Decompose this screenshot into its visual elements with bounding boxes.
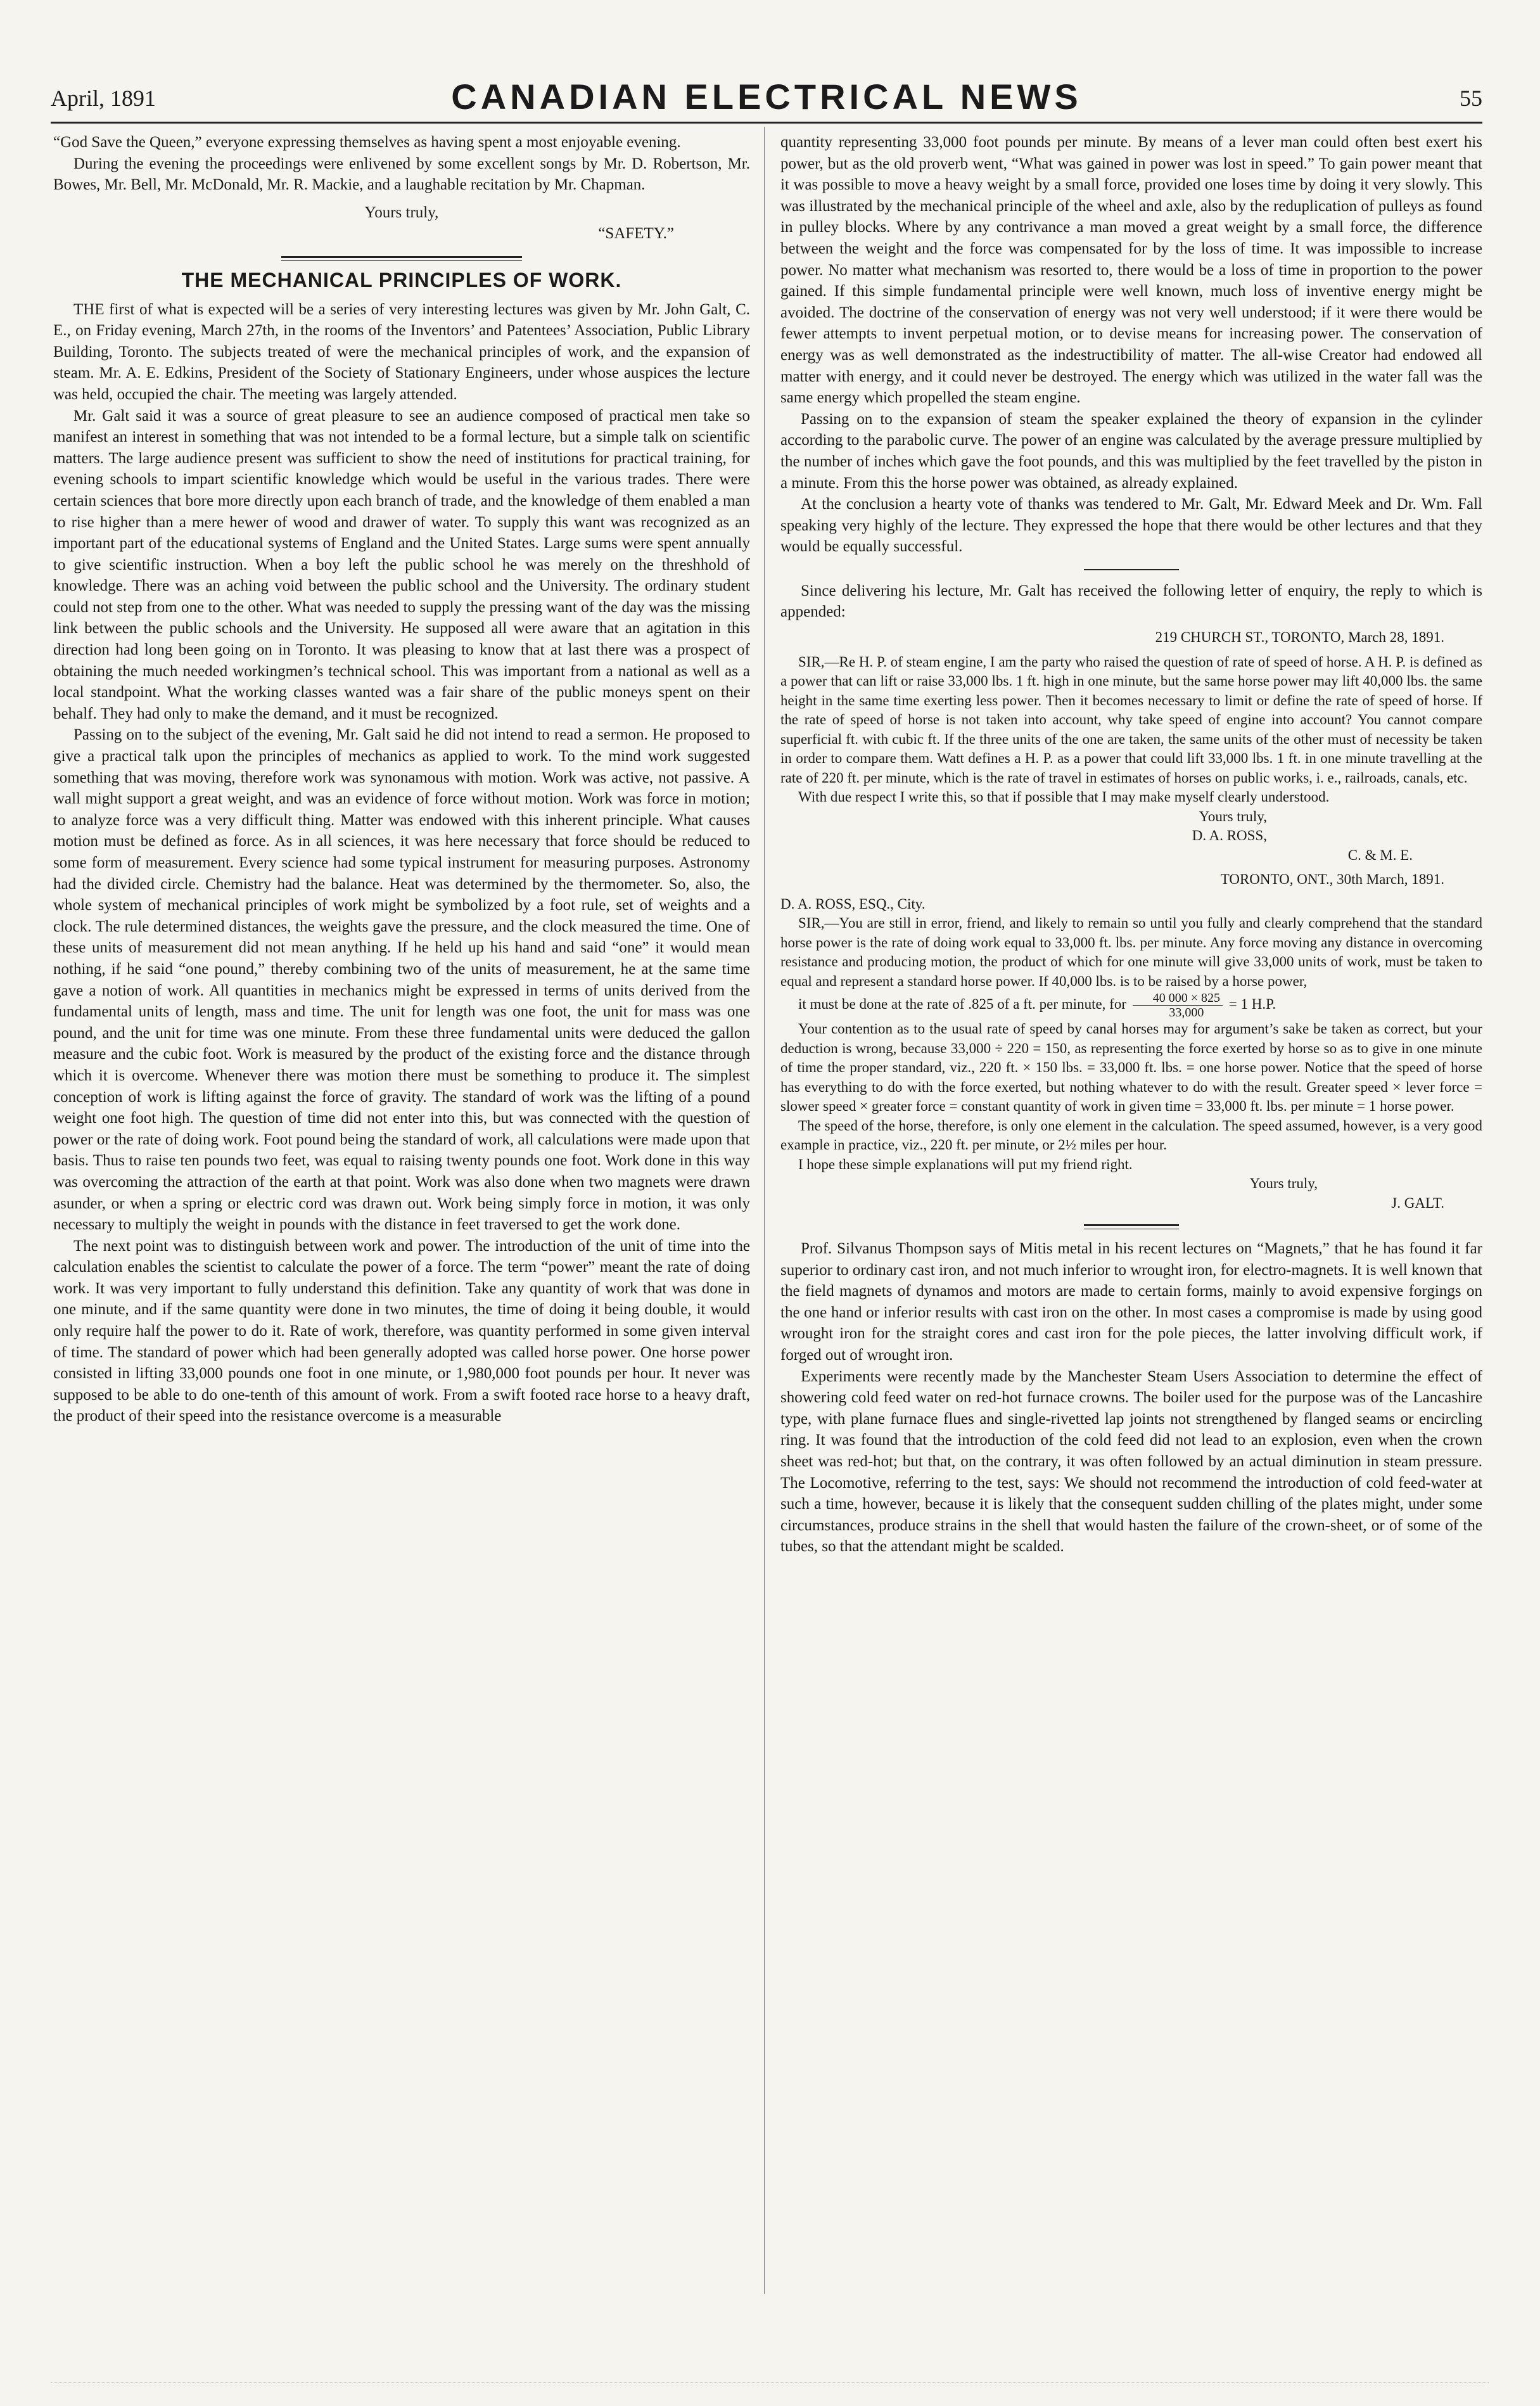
formula-denominator: 33,000 — [1169, 1006, 1204, 1020]
paragraph: “God Save the Queen,” everyone expressing themselves as having spent a most enjoyable evening. — [53, 134, 681, 151]
paragraph: THE first of what is expected will be a series of very interesting lectures was given by Mr. John Galt, C. E., on Friday evening, March 27th, in the rooms of the Inventors’ and Patentees’ Association, Public Library Building, Toronto. The subjects treated of were the mechanical principles of work, and the expansion of steam. Mr. A. E. Edkins, President of the Society of Stationary Engineers, under whose auspices the lecture was held, occupied the chair. The meeting was largely attended. — [53, 300, 750, 403]
formula-numerator: 40 000 × 825 — [1133, 991, 1223, 1006]
letter-yours-truly: Yours truly, — [1199, 808, 1267, 824]
letter-signoff — [780, 807, 1482, 846]
letter-paragraph: SIR,—You are still in error, friend, and likely to remain so until you fully and clearly comprehend that the standard horse power is the rate of doing work equal to 33,000 ft. lbs. per minute. Any force moving any distance in overcoming resistance and producing motion, the product of which for one minute will give 33,000 units of work, must be taken to equal and represent a standard horse power. If 40,000 lbs. is to be raised by a horse power, — [780, 915, 1482, 989]
paragraph: Experiments were recently made by the Manchester Steam Users Association to determine the effect of showering cold feed water on red-hot furnace crowns. The boiler used for the purpose was of the Lancashire type, with plane furnace flues and single-rivetted lap joints not strengthened by flanged seams or encircling ring. It was found that the introduction of the cold feed did not lead to an explosion, even when the crown sheet was red-hot; but that, on the contrary, it was often followed by an actual diminution in steam pressure. The Locomotive, referring to the test, says: We should not recommend the introduction of cold feed-water at such a time, however, because it is likely that the consequent sudden chilling of the plates might, under some circumstances, produce strains in the shell that would hasten the failure of the crown-sheet, or of some of the tubes, so that the attendant might be scalded. — [780, 1367, 1482, 1556]
closing-yours-truly: Yours truly, — [364, 203, 439, 221]
letter-yours-truly: Yours truly, — [1249, 1175, 1318, 1192]
letter-signoff-title — [780, 846, 1482, 866]
letter-dateline: TORONTO, ONT., 30th March, 1891. — [1220, 871, 1444, 888]
letter-paragraph: Your contention as to the usual rate of speed by canal horses may for argument’s sake be taken as correct, but your deduction is wrong, because 33,000 ÷ 220 = 150, as representing the force exerted by horse so as to give in one minute of time the proper standard, viz., 220 ft. × 150 lbs. = 33,000 ft. lbs. = one horse power. Notice that the speed of horse has everything to do with the force exerted, but nothing whatever to do with the result. Greater speed × lever force = slower speed × greater force = constant quantity of work in given time = 33,000 ft. lbs. per minute = 1 horse power. — [780, 1021, 1482, 1115]
issue-date: April, 1891 — [51, 86, 156, 111]
bottom-edge-rule — [51, 2383, 1489, 2388]
paragraph: At the conclusion a hearty vote of thanks was tendered to Mr. Galt, Mr. Edward Meek and Dr. Wm. Fall speaking very highly of the lecture. They expressed the hope that there would be other lectures and that they would be equally successful. — [780, 496, 1482, 556]
letter-signoff — [780, 1174, 1482, 1194]
right-column — [780, 132, 1482, 1558]
paragraph: Passing on to the expansion of steam the speaker explained the theory of expansion in the cylinder according to the parabolic curve. The power of an engine was calculated by the average pressure multiplied by the number of inches which gave the foot pounds, and this was multiplied by the feet travelled by the piston in a minute. From this the horse power was obtained, as already explained. — [780, 410, 1482, 492]
article-title: THE MECHANICAL PRINCIPLES OF WORK. — [181, 268, 622, 291]
letter-signoff-name — [780, 1194, 1482, 1213]
column-divider — [764, 127, 765, 2294]
paragraph: Since delivering his lecture, Mr. Galt has received the following letter of enquiry, the reply to which is appended: — [780, 582, 1482, 621]
letter-addressee: D. A. ROSS, ESQ., City. — [780, 895, 926, 912]
paragraph: Mr. Galt said it was a source of great pleasure to see an audience composed of practical men take so manifest an interest in something that was not intended to be a formal lecture, but a simple talk on scientific matters. The large audience present was sufficient to show the need of institutions for practical training, for evening schools to impart scientific knowledge which would be useful in the various trades. There were certain sciences that bore more directly upon each branch of trade, and the knowledge of them enabled a man to rise higher than a mere hewer of wood and drawer of water. To supply this want was recognized as an important part of the educational systems of England and the United States. Large sums were spent annually to give scientific instruction. When a boy left the public school he was merely on the threshhold of knowledge. There was an aching void between the public school and the University. The ordinary student could not step from one to the other. What was needed to supply the pressing want of the day was the missing link between the public schools and the University. He supposed all were aware that an agitation in this direction had long been going on in Toronto. It was pleasing to know that at last there was a prospect of obtaining the much needed workingmen’s technical school. This was important from a national as well as a local standpoint. What the working classes wanted was a fair share of the public moneys spent on their behalf. They had only to make the demand, and it must be recognized. — [53, 407, 750, 722]
section-divider — [1084, 1224, 1179, 1229]
letter-signature: “SAFETY.” — [598, 225, 674, 243]
letter-paragraph: With due respect I write this, so that if possible that I may make myself clearly understood. — [798, 789, 1330, 805]
formula-lead-text: it must be done at the rate of .825 of a ft. per minute, for — [798, 995, 1126, 1012]
paragraph: The next point was to distinguish between work and power. The introduction of the unit of time into the calculation enables the scientist to calculate the power of a force. The term “power” meant the rate of doing work. It was very important to fully understand this definition. Take any quantity of work that was done in one minute, and if the same quantity were done in two minutes, the time of doing it being double, it would only require half the power to do it. Rate of work, therefore, was quantity performed in some given interval of time. The standard of power which had been generally adopted was called horse power. One horse power consisted in lifting 33,000 pounds one foot in one minute, or 1,980,000 foot pounds per hour. It never was supposed to be able to do one-tenth of this amount of work. From a swift footed race horse to a heavy draft, the product of their speed into the resistance overcome is a measurable — [53, 1237, 750, 1425]
paragraph: During the evening the proceedings were enlivened by some excellent songs by Mr. D. Robertson, Mr. Bowes, Mr. Bell, Mr. McDonald, Mr. R. Mackie, and a laughable recitation by Mr. Chapman. — [53, 155, 750, 194]
letter-reply — [780, 870, 1482, 1213]
letter-paragraph: The speed of the horse, therefore, is only one element in the calculation. The speed assumed, however, is a very good example in practice, viz., 220 ft. per minute, or 2½ miles per hour. — [780, 1117, 1482, 1153]
paragraph: Prof. Silvanus Thompson says of Mitis metal in his recent lectures on “Magnets,” that he has found it far superior to ordinary cast iron, and not much inferior to wrought iron, for electro-magnets. It is well known that the field magnets of dynamos and motors are made to certain forms, mainly to avoid expensive forgings on the one hand or inferior results with cast iron on the other. In most cases a compromise is made by using good wrought iron for the straight cores and cast iron for the pole pieces, the latter involving difficult work, if forged out of wrought iron. — [780, 1240, 1482, 1364]
letter-signature: J. GALT. — [1391, 1194, 1444, 1211]
section-divider — [281, 256, 522, 261]
letter-formula-line — [780, 991, 1482, 1020]
letter-paragraph: I hope these simple explanations will put my friend right. — [798, 1156, 1133, 1172]
newspaper-title: CANADIAN ELECTRICAL NEWS — [451, 77, 1082, 117]
paragraph: quantity representing 33,000 foot pounds per minute. By means of a lever man could often best exert his power, but as the old proverb went, “What was gained in power was lost in speed.” To gain power meant that it was possible to move a heavy weight by a small force, provided one loses time by doing it very slowly. This was illustrated by the mechanical principle of the wheel and axle, also by the reduplication of pulleys as found in pulley blocks. Where by any contrivance a man moved a great weight by a small force, the difference between the weight and the force was compensated for by the loss of time. It was impossible to increase power. No matter what mechanism was resorted to, there would be a loss of time in proportion to the power gained. If this simple fundamental principle were well known, much loss of inventive energy might be avoided. The doctrine of the conservation of energy was not very well understood; if it were there would be fewer attempts to invent perpetual motion, or to devise means for increasing power. The conservation of energy was as well demonstrated as the indestructibility of matter. The all-wise Creator had endowed all matter with energy, and it could never be destroyed. The energy which was utilized in the water fall was the same energy which propelled the steam engine. — [780, 134, 1482, 407]
letter-enquiry — [780, 628, 1482, 865]
formula-fraction — [1133, 991, 1223, 1020]
paragraph: Passing on to the subject of the evening, Mr. Galt said he did not intend to read a sermon. He proposed to give a practical talk upon the principles of mechanics as applied to work. To the mind work suggested something that was moving, therefore work was synonamous with motion. Work was active, not passive. A wall might support a great weight, and was an evidence of force without motion. Work was force in motion; to analyze force was a very difficult thing. Matter was endowed with this inherent principle. What causes motion must be defined as force. As in all sciences, it was here necessary that force should be reduced to some form of measurement. Every science had some typical instrument for measuring purposes. Astronomy had the divided circle. Chemistry had the balance. Heat was determined by the thermometer. So, also, the whole system of mechanical principles of work might be symbolized by a foot rule, set of weights and a clock. The rule determined distances, the weights gave the pressure, and the clock measured the time. One of these units of measurement did not mean anything. If he held up his hand and said “one” it would mean nothing, if he said “one pound,” thereby combining two of the units of measurement, he at the same time gave a notion of work. All quantities in mechanics might be expressed in terms of units derived from the fundamental units of length, mass and time. The unit for length was one foot, the unit for mass was one pound, and the unit for time was one minute. From these three fundamental units were deduced the gallon measure and the cubic foot. Work is measured by the product of the existing force and the distance through which it is overcome. Whenever there was motion there must be something to produce it. The simplest conception of work is lifting against the force of gravity. The standard of work was the lifting of a pound weight one foot high. The question of time did not enter into this, but was connected with the question of power or the rate of doing work. Foot pound being the standard of work, all calculations were made upon that basis. Thus to raise ten pounds two feet, was equal to raising twenty pounds one foot. Work done in this way was overcoming the attraction of the earth at that point. Work was also done when two magnets were drawn asunder, or when a spring or electric cord was drawn out. Work being simply force in motion, it was only necessary to multiply the weight in pounds with the distance in feet traversed to get the work done. — [53, 726, 750, 1234]
section-divider — [1084, 569, 1179, 570]
letter-signature-title: C. & M. E. — [1347, 847, 1413, 863]
masthead-rule — [51, 122, 1482, 124]
masthead — [51, 76, 1482, 120]
letter-dateline: 219 CHURCH ST., TORONTO, March 28, 1891. — [1155, 629, 1444, 646]
letter-paragraph: SIR,—Re H. P. of steam engine, I am the party who raised the question of rate of speed of horse. A H. P. is defined as a power that can lift or raise 33,000 lbs. 1 ft. high in one minute, but the same horse power may lift 40,000 lbs. the same height in the same time exerting less power. Then it becomes necessary to limit or define the rate of speed of horse. If the rate of speed of horse is not taken into account, why take speed of engine into account? You cannot compare superficial ft. with cubic ft. If the three units of the one are taken, the same units of the other must of necessity be taken in order to compare them. Watt defines a H. P. as a power that could lift 33,000 lbs. 1 ft. in one minute travelling at the rate of 220 ft. per minute, which is the rate of travel in estimates of horses on public works, i. e., railroads, canals, etc. — [780, 653, 1482, 786]
letter-signature: D. A. ROSS, — [1192, 828, 1267, 844]
formula-result: = 1 H.P. — [1228, 995, 1276, 1012]
page-number: 55 — [1460, 86, 1482, 111]
left-column — [53, 132, 750, 1427]
